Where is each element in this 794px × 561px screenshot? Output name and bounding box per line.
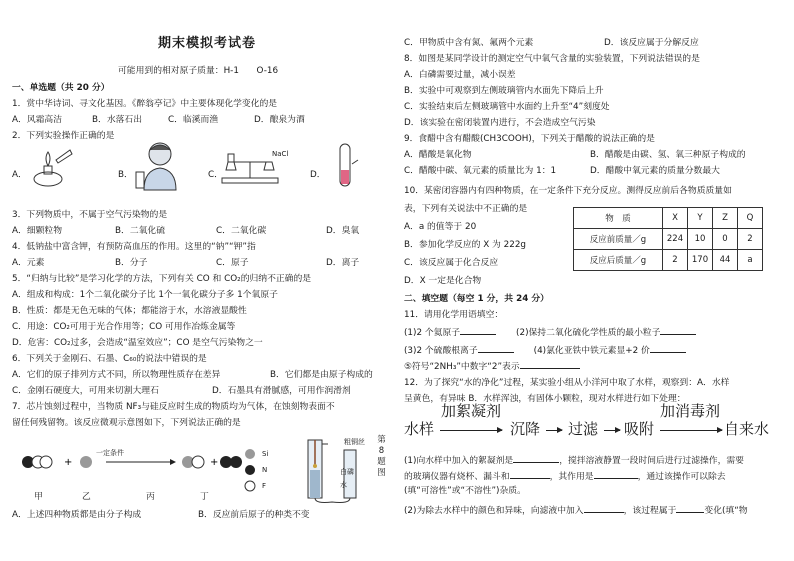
- legend-atoms: [244, 446, 260, 496]
- q8-option-d[interactable]: D．该实验在密闭装置内进行，不会造成空气污染: [404, 118, 596, 128]
- legend-f: F: [262, 482, 267, 490]
- q3-stem: 3．下列物质中，不属于空气污染物的是: [12, 210, 168, 220]
- q8-option-b[interactable]: B．实验中可观察到左侧玻璃管内水面先下降后上升: [404, 86, 604, 96]
- q9-option-d[interactable]: D．醋酸中氧元素的质量分数最大: [590, 166, 720, 176]
- section-1-heading: 一、单选题（共 20 分）: [12, 83, 110, 93]
- q3-option-c[interactable]: C．二氧化碳: [216, 226, 267, 236]
- q8-option-c[interactable]: C．实验结束后左侧玻璃管中水面约上升至“4”刻度处: [404, 102, 610, 112]
- q12-p1-text-a: (1)向水样中加入的絮凝剂是: [404, 456, 514, 466]
- flow-node-filter: 过滤: [568, 420, 599, 438]
- q9-option-b[interactable]: B．醋酸是由碳、氢、氧三种原子构成的: [590, 150, 746, 160]
- q1-option-d[interactable]: D．酿泉为酒: [254, 115, 305, 125]
- apparatus-copper-label: 粗铜丝: [344, 438, 365, 446]
- q10-stem-line1: 10．某密闭容器内有四种物质，在一定条件下充分反应。测得反应前后各物质质量如: [404, 186, 732, 196]
- atomic-masses-note: 可能用到的相对原子质量：H-1 O-16: [118, 66, 279, 76]
- q7-option-a[interactable]: A．上述四种物质都是由分子构成: [12, 510, 142, 520]
- q1-option-a[interactable]: A．风霜高洁: [12, 115, 63, 125]
- table-cell: 反应前质量／g: [574, 229, 663, 250]
- table-header-cell: Y: [688, 208, 713, 229]
- q1-stem: 1．赏中华诗词、寻文化基因。《醉翁亭记》中主要体现化学变化的是: [12, 99, 278, 109]
- table-cell: 224: [663, 229, 688, 250]
- label-ding: 丁: [200, 492, 209, 502]
- q4-option-a[interactable]: A．元素: [12, 258, 45, 268]
- q8-option-a[interactable]: A．白磷需要过量，减小误差: [404, 70, 516, 80]
- table-header-cell: X: [663, 208, 688, 229]
- q11-row3: [404, 360, 580, 373]
- q11-s2-label: (2)保持二氧化硫化学性质的最小粒子: [516, 328, 661, 338]
- page-title: 期末模拟考试卷: [158, 36, 257, 51]
- q7-option-c[interactable]: C．甲物质中含有氮、氟两个元素: [404, 38, 534, 48]
- table-cell: a: [738, 250, 763, 271]
- q5-option-c[interactable]: C．用途：CO₂可用于光合作用等；CO 可用作冶炼金属等: [12, 322, 236, 332]
- q6-option-c[interactable]: C．金刚石硬度大，可用来切割大理石: [12, 386, 159, 396]
- q6-option-d[interactable]: D．石墨具有滑腻感，可用作润滑剂: [212, 386, 351, 396]
- label-jia: 甲: [34, 492, 43, 502]
- q6-row2: [12, 386, 351, 397]
- q10-option-a[interactable]: A．a 的值等于 20: [404, 222, 477, 232]
- q5-option-d[interactable]: D．危害：CO₂过多，会造成“温室效应”；CO 是空气污染物之一: [12, 338, 263, 348]
- q11-s1-blank[interactable]: [460, 326, 496, 335]
- flow-node-tapwater: 自来水: [724, 420, 770, 438]
- flow-arrow-2: [546, 430, 562, 431]
- q7-stem-line2: 留任何残留物。该反应微观示意图如下，下列说法正确的是: [12, 418, 241, 428]
- q12-flocculant-blank[interactable]: [513, 454, 559, 463]
- flow-node-sample: 水样: [404, 420, 435, 438]
- q9-option-c[interactable]: C．醋酸中碳、氧元素的质量比为 1：1: [404, 166, 557, 176]
- q11-s1-label: (1)2 个氦原子: [404, 328, 461, 338]
- q5-stem: 5．“归纳与比较”是学习化学的方法，下列有关 CO 和 CO₂的归纳不正确的是: [12, 274, 312, 284]
- q8-figure-caption: 第8题图: [377, 435, 386, 478]
- q4-options: [12, 258, 359, 269]
- q1-option-c[interactable]: C．临溪而渔: [168, 115, 219, 125]
- q11-s3-label: (3)2 个硫酸根离子: [404, 346, 478, 356]
- table-row: [574, 229, 763, 250]
- q11-s4-label: (4)氯化亚铁中铁元素显+2 价: [533, 346, 650, 356]
- q12-p1-text-b: ，搅拌溶液静置一段时间后进行过滤操作，需要: [559, 456, 744, 466]
- q4-option-d[interactable]: D．离子: [326, 258, 360, 268]
- table-header-cell: Q: [738, 208, 763, 229]
- q11-row1: [404, 326, 696, 339]
- q11-s5-blank[interactable]: [520, 360, 580, 369]
- q8-stem: 8．如图是某同学设计的测定空气中氧气含量的实验装置，下列说法错误的是: [404, 54, 700, 64]
- q7-condition-label: 一定条件: [96, 449, 124, 457]
- flow-node-adsorb: 吸附: [624, 420, 655, 438]
- table-header-cell: Z: [713, 208, 738, 229]
- q7-option-d[interactable]: D．该反应属于分解反应: [604, 38, 699, 48]
- q12-function-blank[interactable]: [594, 470, 638, 479]
- legend-n: N: [262, 466, 268, 474]
- flow-step-flocculant: 加絮凝剂: [441, 402, 502, 420]
- test-tube-illustration: [330, 140, 360, 192]
- q12-p1-text-d: ，其作用是: [549, 472, 594, 482]
- q9-row1: [404, 150, 746, 161]
- q12-change-type-blank[interactable]: [676, 504, 704, 513]
- q7-option-b[interactable]: B．反应前后原子的种类不变: [198, 510, 310, 520]
- q6-row1: [12, 370, 373, 381]
- label-yi: 乙: [82, 492, 91, 502]
- table-header-cell: 物 质: [574, 208, 663, 229]
- q12-stem-line2: 呈黄色，有异味 B．水样浑浊，有固体小颗粒，现对水样进行如下处理：: [404, 394, 686, 404]
- q11-row2: [404, 344, 686, 357]
- q11-s5-label: ⑤符号“2NH₃”中数字“2”表示: [404, 362, 520, 372]
- table-header-row: [574, 208, 763, 229]
- q12-p1-text-e: ，通过该操作可以除去: [637, 472, 726, 482]
- q3-option-a[interactable]: A．细颗粒物: [12, 226, 63, 236]
- svg-text:+: +: [210, 457, 219, 468]
- q7-row-cd: [404, 38, 699, 49]
- q10-option-c[interactable]: C．该反应属于化合反应: [404, 258, 499, 268]
- label-bing: 丙: [146, 492, 155, 502]
- q3-option-b[interactable]: B．二氧化硫: [115, 226, 166, 236]
- q6-stem: 6．下列关于金刚石、石墨、C₆₀的说法中错误的是: [12, 354, 207, 364]
- q12-p2-line: [404, 504, 748, 517]
- reaction-micro-diagram: [20, 444, 270, 488]
- table-row: [574, 250, 763, 271]
- q10-stem-line2: 表，下列有关说法中不正确的是: [404, 204, 528, 214]
- q12-adsorbent-blank[interactable]: [584, 504, 624, 513]
- q12-p1-line2: [404, 470, 726, 483]
- table-cell: 170: [688, 250, 713, 271]
- q2-stem: 2．下列实验操作正确的是: [12, 131, 115, 141]
- q4-stem: 4．低钠盐中富含钾，有预防高血压的作用。这里的“钠”“钾”指: [12, 242, 256, 252]
- q12-p2-text-b: ，该过程属于: [623, 506, 677, 516]
- flow-step-disinfectant: 加消毒剂: [660, 402, 721, 420]
- q3-option-d[interactable]: D．臭氧: [326, 226, 360, 236]
- table-cell: 44: [713, 250, 738, 271]
- q12-p1-line1: [404, 454, 744, 467]
- q11-stem: 11．请用化学用语填空：: [404, 310, 504, 320]
- table-cell: 10: [688, 229, 713, 250]
- q7-row-ab: [12, 510, 310, 521]
- apparatus-water-label: 水: [340, 481, 347, 489]
- q7-stem-line1: 7．芯片蚀刻过程中，当物质 NF₃与硅反应时生成的物质均为气体，在蚀刻物表面不: [12, 402, 335, 412]
- flow-arrow-1: [440, 430, 502, 431]
- alcohol-lamp-illustration: [26, 146, 74, 188]
- q10-option-b[interactable]: B．参加化学反应的 X 为 222g: [404, 240, 526, 250]
- q2-option-c[interactable]: C．: [208, 170, 223, 180]
- q6-option-a[interactable]: A．它们的原子排列方式不同，所以物理性质存在差异: [12, 370, 221, 380]
- nacl-label: NaCl: [272, 150, 289, 158]
- apparatus-phosphorus-label: 白磷: [340, 468, 354, 476]
- q2-option-b[interactable]: B．: [118, 170, 133, 180]
- q3-options: [12, 226, 359, 237]
- q9-stem: 9．食醋中含有醋酸(CH3COOH)，下列关于醋酸的说法正确的是: [404, 134, 655, 144]
- table-cell: 0: [713, 229, 738, 250]
- section-2-heading: 二、填空题（每空 1 分，共 24 分）: [404, 294, 549, 304]
- flow-node-settle: 沉降: [510, 420, 541, 438]
- flow-arrow-3: [604, 430, 620, 431]
- q6-option-b[interactable]: B．它们都是由原子构成的: [270, 370, 373, 380]
- q11-s3-blank[interactable]: [478, 344, 514, 353]
- q11-s2-blank[interactable]: [660, 326, 696, 335]
- q12-stem-line1: 12．为了探究“水的净化”过程，某实验小组从小洋河中取了水样，观察到：A．水样: [404, 378, 730, 388]
- q12-p2-text-a: (2)为除去水样中的颜色和异味，向滤液中加入: [404, 506, 584, 516]
- q12-instrument-blank[interactable]: [510, 470, 550, 479]
- q1-option-b[interactable]: B．水落石出: [92, 115, 143, 125]
- table-cell: 反应后质量／g: [574, 250, 663, 271]
- q12-p2-text-c: 变化(填“物: [704, 506, 748, 516]
- q12-p1-text-c: 的玻璃仪器有烧杯、漏斗和: [404, 472, 510, 482]
- q4-option-b[interactable]: B．分子: [115, 258, 148, 268]
- smelling-gas-illustration: [130, 140, 178, 192]
- q11-s4-blank[interactable]: [650, 344, 686, 353]
- q5-option-b[interactable]: B．性质：都是无色无味的气体；都能溶于水，水溶液显酸性: [12, 306, 247, 316]
- flow-arrow-4: [660, 430, 722, 431]
- q12-p1-line3: (填“可溶性”或“不溶性”)杂质。: [404, 486, 526, 496]
- q1-options: [12, 115, 305, 126]
- legend-si: Si: [262, 450, 269, 458]
- table-cell: 2: [663, 250, 688, 271]
- table-cell: 2: [738, 229, 763, 250]
- q2-option-a[interactable]: A．: [12, 170, 27, 180]
- q4-option-c[interactable]: C．原子: [216, 258, 249, 268]
- q10-option-d[interactable]: D．X 一定是化合物: [404, 276, 482, 286]
- q2-option-d[interactable]: D．: [310, 170, 326, 180]
- svg-text:+: +: [64, 457, 73, 468]
- q9-option-a[interactable]: A．醋酸是氧化物: [404, 150, 472, 160]
- q5-option-a[interactable]: A．组成和构成：1个二氧化碳分子比 1个一氧化碳分子多 1个氧原子: [12, 290, 278, 300]
- q10-mass-table: [573, 207, 763, 271]
- q9-row2: [404, 166, 720, 177]
